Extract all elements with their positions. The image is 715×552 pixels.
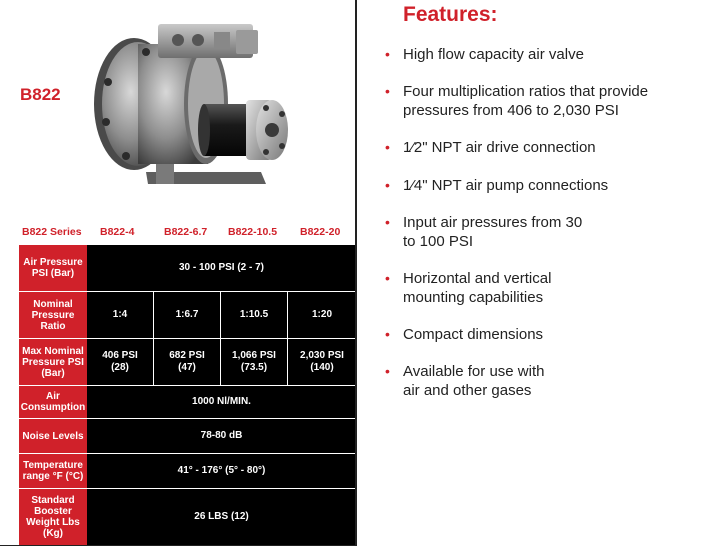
cell-temperature: 41° - 176° (5° - 80°): [87, 454, 356, 488]
row-label-air-pressure: Air Pressure PSI (Bar): [19, 245, 87, 291]
row-label-weight: Standard Booster Weight Lbs (Kg): [19, 489, 87, 545]
row-label-air-consumption: Air Consumption: [19, 386, 87, 418]
cell-air-consumption: 1000 Nl/MIN.: [87, 386, 356, 418]
cell-max-b822-4: 406 PSI (28): [87, 339, 153, 385]
bullet-icon: •: [385, 363, 390, 379]
row-label-max-pressure: Max Nominal Pressure PSI (Bar): [19, 339, 87, 385]
cell-max-b822-20: 2,030 PSI (140): [288, 339, 356, 385]
booster-pump-image: [86, 22, 291, 202]
cell-air-pressure: 30 - 100 PSI (2 - 7): [87, 245, 356, 291]
header-b822-4: B822-4: [100, 226, 135, 238]
cell-weight: 26 LBS (12): [87, 489, 356, 545]
cell-max-b822-6-7: 682 PSI (47): [154, 339, 220, 385]
cell-ratio-b822-10-5: 1:10.5: [221, 292, 287, 338]
spec-panel: [0, 0, 356, 552]
header-b822-10-5: B822-10.5: [228, 226, 278, 238]
bullet-icon: •: [385, 270, 390, 286]
cell-noise-levels: 78-80 dB: [87, 419, 356, 453]
features-title: Features:: [403, 3, 498, 26]
model-label: B822: [20, 85, 61, 104]
table-bottom-rule: [0, 545, 356, 546]
header-b822-20: B822-20: [300, 226, 341, 238]
bullet-icon: •: [385, 214, 390, 230]
spec-table-header: [0, 226, 356, 240]
header-b822-6-7: B822-6.7: [164, 226, 208, 238]
bullet-icon: •: [385, 177, 390, 193]
cell-ratio-b822-20: 1:20: [288, 292, 356, 338]
bullet-icon: •: [385, 83, 390, 99]
header-series: B822 Series: [22, 226, 82, 238]
column-divider: [355, 0, 357, 546]
cell-max-b822-10-5: 1,066 PSI (73.5): [221, 339, 287, 385]
cell-ratio-b822-6-7: 1:6.7: [154, 292, 220, 338]
row-label-temperature: Temperature range °F (°C): [19, 454, 87, 488]
row-label-noise-levels: Noise Levels: [19, 419, 87, 453]
row-label-pressure-ratio: Nominal Pressure Ratio: [19, 292, 87, 338]
bullet-icon: •: [385, 326, 390, 342]
bullet-icon: •: [385, 46, 390, 62]
bullet-icon: •: [385, 139, 390, 155]
cell-ratio-b822-4: 1:4: [87, 292, 153, 338]
